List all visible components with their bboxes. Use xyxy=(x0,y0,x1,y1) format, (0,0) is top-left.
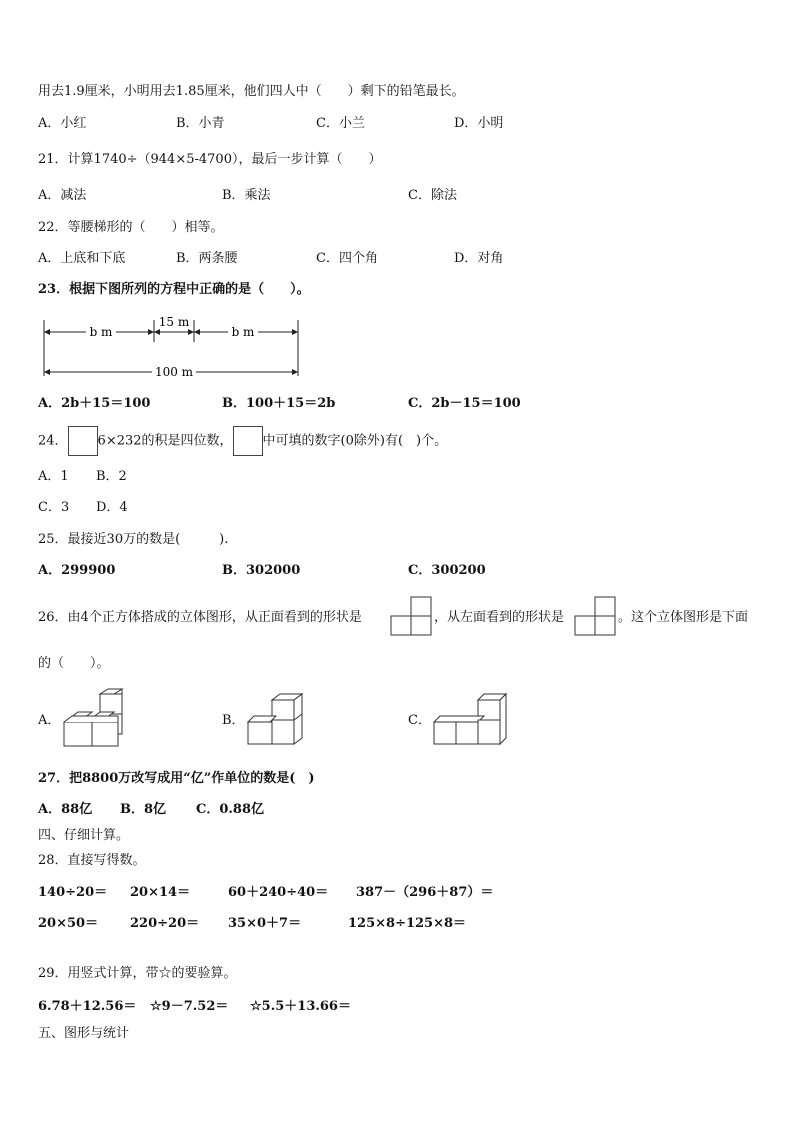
q26-option-c-figure[interactable] xyxy=(432,692,508,746)
q26-option-a-figure[interactable] xyxy=(62,688,126,748)
q28-item: 20×50＝ xyxy=(38,916,99,931)
q26-option-b-figure[interactable] xyxy=(246,692,304,746)
q28-item: 140÷20＝ xyxy=(38,885,108,900)
q29-item: ☆5.5＋13.66＝ xyxy=(250,999,351,1014)
q23-label-seg1: b m xyxy=(89,325,113,339)
q23-label-seg3: b m xyxy=(231,325,255,339)
q26-stem-line1 xyxy=(38,610,362,626)
q24-option-c[interactable]: C．3 xyxy=(38,500,70,515)
q24-option-b[interactable]: B．2 xyxy=(96,469,127,484)
q28-stem: 28．直接写得数。 xyxy=(38,853,146,868)
q20-option-c[interactable]: C．小兰 xyxy=(316,116,365,131)
q27-option-c[interactable]: C．0.88亿 xyxy=(196,802,265,817)
q28-item: 220÷20＝ xyxy=(130,916,200,931)
q26-left-view-figure xyxy=(574,596,616,636)
q23-label-seg2: 15 m xyxy=(158,315,190,329)
q26-front-view-figure xyxy=(390,596,432,636)
q23-stem: 23．根据下图所列的方程中正确的是（ ）。 xyxy=(38,282,310,297)
q23-segment-diagram xyxy=(40,312,306,382)
q26-option-c[interactable]: C． xyxy=(408,713,431,728)
q28-item: 60＋240÷40＝ xyxy=(228,885,329,900)
q24-blank-box-2 xyxy=(233,426,263,456)
q25-option-b[interactable]: B．302000 xyxy=(222,563,301,578)
section4-title: 四、仔细计算。 xyxy=(38,828,130,843)
q20-option-d[interactable]: D．小明 xyxy=(454,116,504,131)
q25-stem: 25．最接近30万的数是( ). xyxy=(38,532,229,547)
q21-option-c[interactable]: C．除法 xyxy=(408,188,457,203)
section5-title: 五、图形与统计 xyxy=(38,1026,130,1041)
q29-stem: 29．用竖式计算，带☆的要验算。 xyxy=(38,966,237,981)
q23-label-total: 100 m xyxy=(154,365,194,379)
q24-suffix: 中可填的数字(0除外)有( )个。 xyxy=(262,433,448,449)
q26-option-b[interactable]: B． xyxy=(222,713,245,728)
q22-option-b[interactable]: B．两条腰 xyxy=(176,251,238,266)
q27-option-a[interactable]: A．88亿 xyxy=(38,802,93,817)
q22-option-c[interactable]: C．四个角 xyxy=(316,251,378,266)
q24-option-d[interactable]: D．4 xyxy=(96,500,128,515)
q24-mid: 6×232的积是四位数， xyxy=(97,433,233,449)
q27-option-b[interactable]: B．8亿 xyxy=(120,802,167,817)
q26-part1: 26．由4个正方体搭成的立体图形，从正面看到的形状是 xyxy=(38,610,362,625)
q20-option-b[interactable]: B．小青 xyxy=(176,116,225,131)
q24-option-a[interactable]: A．1 xyxy=(38,469,69,484)
q29-item: 6.78＋12.56＝ xyxy=(38,999,137,1014)
q23-option-b[interactable]: B．100＋15＝2b xyxy=(222,396,336,411)
q22-option-a[interactable]: A．上底和下底 xyxy=(38,251,126,266)
q22-stem: 22．等腰梯形的（ ）相等。 xyxy=(38,220,224,235)
q28-item: 125×8÷125×8＝ xyxy=(348,916,467,931)
q21-stem: 21．计算1740÷（944×5-4700），最后一步计算（ ） xyxy=(38,152,382,167)
q24-blank-box[interactable] xyxy=(68,426,98,456)
q28-item: 20×14＝ xyxy=(130,885,191,900)
q26-part3: 。这个立体图形是下面 xyxy=(618,610,749,625)
q21-option-a[interactable]: A．减法 xyxy=(38,188,87,203)
q26-stem-line2: 的（ ）。 xyxy=(38,656,110,671)
q21-option-b[interactable]: B．乘法 xyxy=(222,188,271,203)
q24-prefix: 24． xyxy=(38,433,68,449)
q25-option-a[interactable]: A．299900 xyxy=(38,563,116,578)
q28-item: 387－（296＋87）＝ xyxy=(356,885,494,900)
q26-option-a[interactable]: A． xyxy=(38,713,61,728)
q28-item: 35×0＋7＝ xyxy=(228,916,302,931)
q20-stem: 用去1.9厘米，小明用去1.85厘米，他们四人中（ ）剩下的铅笔最长。 xyxy=(38,84,465,99)
q29-item: ☆9－7.52＝ xyxy=(150,999,229,1014)
q25-option-c[interactable]: C．300200 xyxy=(408,563,486,578)
q20-option-a[interactable]: A．小红 xyxy=(38,116,87,131)
q22-option-d[interactable]: D．对角 xyxy=(454,251,504,266)
q23-option-c[interactable]: C．2b－15＝100 xyxy=(408,396,521,411)
q26-part2: ，从左面看到的形状是 xyxy=(434,610,565,625)
q24-stem xyxy=(38,426,447,457)
q23-option-a[interactable]: A．2b＋15＝100 xyxy=(38,396,151,411)
q27-stem: 27．把8800万改写成用“亿”作单位的数是( ) xyxy=(38,771,315,786)
